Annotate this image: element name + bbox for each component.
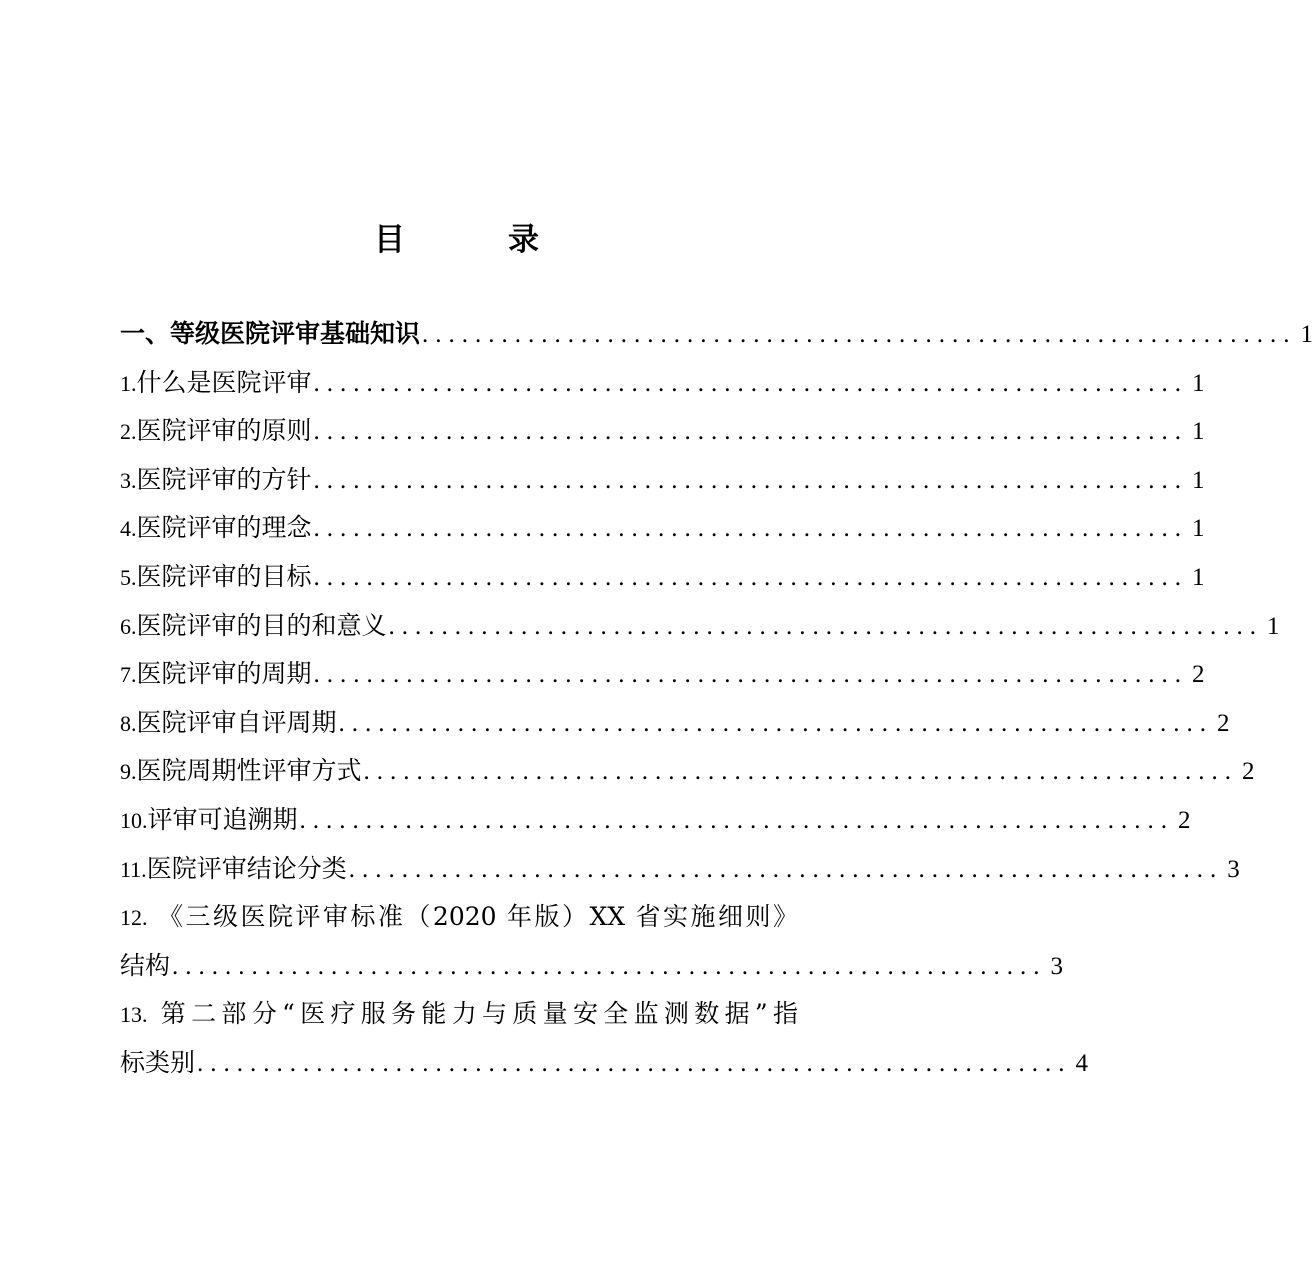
dot-leader: .................................................................. bbox=[313, 369, 1189, 397]
toc-page-number: 1 bbox=[1192, 369, 1205, 397]
toc-entry-number: 11. bbox=[120, 856, 147, 882]
toc-entry[interactable] bbox=[120, 747, 1255, 796]
toc-entry[interactable] bbox=[120, 504, 1205, 553]
toc-entry-text: 医院评审的方针 bbox=[136, 464, 312, 494]
dot-leader: .................................................................. bbox=[313, 418, 1189, 446]
dot-leader: .................................................................. bbox=[388, 612, 1264, 640]
toc-entry-number: 9. bbox=[120, 759, 137, 785]
dot-leader: .................................................................. bbox=[197, 1049, 1072, 1077]
toc-entry-number: 7. bbox=[120, 662, 137, 688]
toc-entry-text-line2: 结构 bbox=[120, 950, 171, 980]
toc-entry[interactable] bbox=[120, 359, 1205, 408]
dot-leader: .................................................................. bbox=[363, 758, 1239, 786]
toc-entry-number: 4. bbox=[120, 516, 137, 542]
toc-entry-number: 13. bbox=[120, 1002, 148, 1028]
toc-page-number: 1 bbox=[1267, 612, 1280, 640]
toc-entry-number: 5. bbox=[120, 564, 137, 590]
toc-entry-number: 6. bbox=[120, 613, 137, 639]
toc-page-number: 1 bbox=[1192, 563, 1205, 591]
dot-leader: .................................................................. bbox=[422, 321, 1297, 348]
toc-entry-text-line2: 标类别 bbox=[120, 1047, 196, 1077]
toc-page-number: 2 bbox=[1242, 758, 1255, 786]
toc-entry-text: 医院周期性评审方式 bbox=[136, 756, 362, 786]
toc-entry[interactable] bbox=[120, 407, 1205, 456]
toc-entry-text-line1: 《三级医院评审标准（2020 年版）XX 省实施细则》 bbox=[157, 902, 798, 932]
toc-entry-number: 1. bbox=[120, 370, 137, 396]
table-of-contents bbox=[120, 310, 1313, 1088]
toc-page-number: 4 bbox=[1075, 1049, 1089, 1077]
toc-entry[interactable] bbox=[120, 699, 1230, 748]
toc-entry[interactable] bbox=[120, 650, 1205, 699]
dot-leader: .................................................................. bbox=[172, 952, 1047, 980]
toc-entry-text: 医院评审的目标 bbox=[136, 561, 312, 591]
toc-entry-text-line1: 第二部分“医疗服务能力与质量安全监测数据”指 bbox=[160, 999, 798, 1029]
toc-page-number: 3 bbox=[1227, 855, 1240, 883]
toc-entry-text: 一、等级医院评审基础知识 bbox=[120, 319, 421, 348]
toc-entry-text: 医院评审结论分类 bbox=[146, 853, 347, 883]
dot-leader: .................................................................. bbox=[313, 466, 1189, 494]
toc-page-number: 1 bbox=[1192, 466, 1205, 494]
toc-entry-text: 医院评审自评周期 bbox=[136, 707, 337, 737]
toc-page-number: 3 bbox=[1050, 952, 1064, 980]
toc-entry[interactable] bbox=[120, 602, 1280, 651]
toc-page-number: 1 bbox=[1192, 515, 1205, 543]
dot-leader: .................................................................. bbox=[313, 661, 1189, 689]
toc-page-number: 2 bbox=[1192, 661, 1205, 689]
toc-page-number: 1 bbox=[1192, 418, 1205, 446]
toc-entry-text: 什么是医院评审 bbox=[136, 367, 312, 397]
toc-entry-number: 2. bbox=[120, 419, 137, 445]
toc-entry-number: 10. bbox=[120, 807, 148, 833]
toc-page-number: 2 bbox=[1217, 709, 1230, 737]
dot-leader: .................................................................. bbox=[338, 709, 1214, 737]
toc-entry-multiline[interactable] bbox=[120, 990, 1089, 1087]
toc-entry-number: 3. bbox=[120, 467, 137, 493]
toc-entry[interactable] bbox=[120, 553, 1205, 602]
toc-entry-text: 评审可追溯期 bbox=[147, 804, 298, 834]
toc-entry-number: 8. bbox=[120, 710, 137, 736]
page-title: 目 录 bbox=[374, 222, 575, 258]
dot-leader: .................................................................. bbox=[299, 806, 1175, 834]
toc-entry-text: 医院评审的原则 bbox=[136, 416, 312, 446]
toc-page-number: 2 bbox=[1178, 806, 1191, 834]
toc-section-heading[interactable] bbox=[120, 310, 1313, 359]
toc-entry-text: 医院评审的周期 bbox=[136, 659, 312, 689]
dot-leader: .................................................................. bbox=[348, 855, 1224, 883]
toc-entry-number: 12. bbox=[120, 905, 148, 931]
toc-entry[interactable] bbox=[120, 845, 1240, 894]
toc-entry-text: 医院评审的理念 bbox=[136, 513, 312, 543]
dot-leader: .................................................................. bbox=[313, 563, 1189, 591]
toc-page-number: 1 bbox=[1300, 321, 1313, 348]
toc-entry[interactable] bbox=[120, 796, 1191, 845]
toc-entry-text: 医院评审的目的和意义 bbox=[136, 610, 387, 640]
toc-entry[interactable] bbox=[120, 456, 1205, 505]
dot-leader: .................................................................. bbox=[313, 515, 1189, 543]
toc-entry-multiline[interactable] bbox=[120, 893, 1064, 990]
